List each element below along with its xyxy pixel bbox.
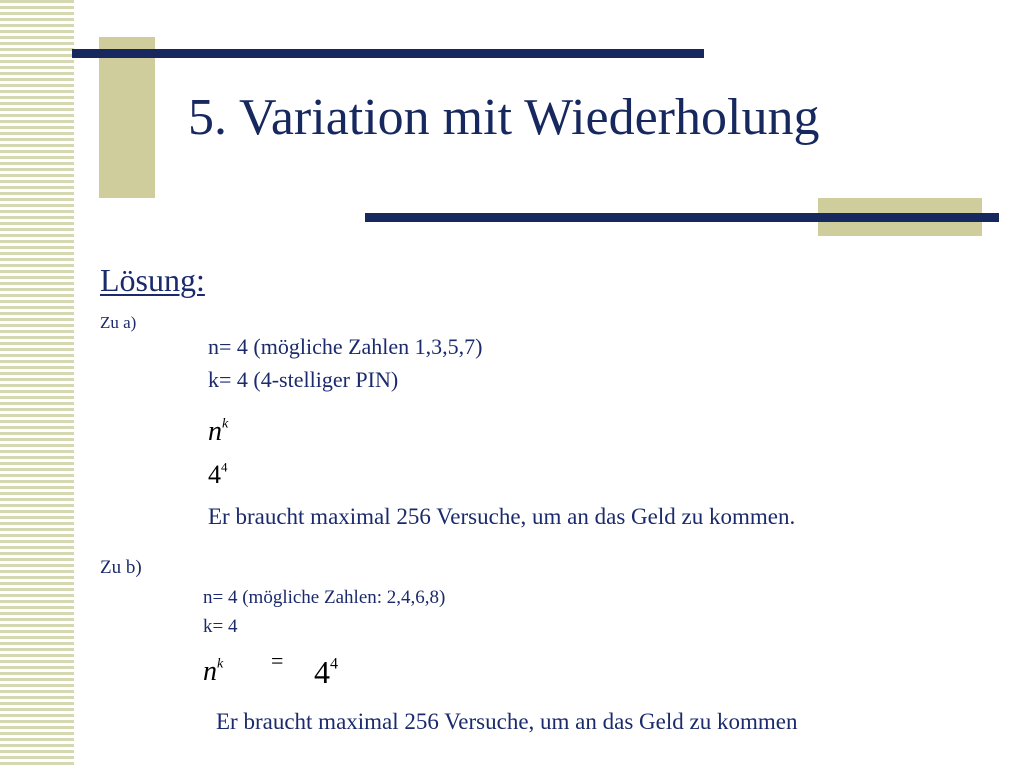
- part-b-label: Zu b): [100, 557, 142, 578]
- part-a-n-line: n= 4 (mögliche Zahlen 1,3,5,7): [208, 334, 483, 359]
- formula-base: n: [208, 416, 222, 447]
- value-base: 4: [208, 460, 221, 489]
- decorative-stripes: [0, 0, 74, 768]
- formula-exponent: k: [217, 656, 224, 672]
- title-bar-top: [72, 49, 704, 58]
- part-a-conclusion: Er braucht maximal 256 Versuche, um an das Geld zu kommen.: [208, 504, 796, 529]
- part-b-value: [314, 656, 338, 688]
- part-a-formula: [208, 418, 228, 446]
- value-base: 4: [314, 654, 330, 690]
- part-b-equals: =: [271, 648, 284, 673]
- solution-heading: Lösung:: [100, 262, 205, 298]
- part-b-k-line: k= 4: [203, 616, 238, 637]
- title-bar-bottom: [365, 213, 999, 222]
- part-a-value: [208, 459, 228, 489]
- part-a-k-line: k= 4 (4-stelliger PIN): [208, 367, 399, 392]
- part-b-formula: [203, 658, 223, 686]
- accent-block-top: [99, 37, 155, 198]
- part-a-label: Zu a): [100, 313, 137, 332]
- formula-exponent: k: [222, 416, 229, 432]
- slide-title: 5. Variation mit Wiederholung: [188, 89, 820, 146]
- formula-base: n: [203, 656, 217, 687]
- part-b-conclusion: Er braucht maximal 256 Versuche, um an das Geld zu kommen: [216, 709, 798, 734]
- value-exponent: 4: [221, 459, 228, 475]
- part-b-n-line: n= 4 (mögliche Zahlen: 2,4,6,8): [203, 587, 446, 608]
- value-exponent: 4: [330, 655, 338, 673]
